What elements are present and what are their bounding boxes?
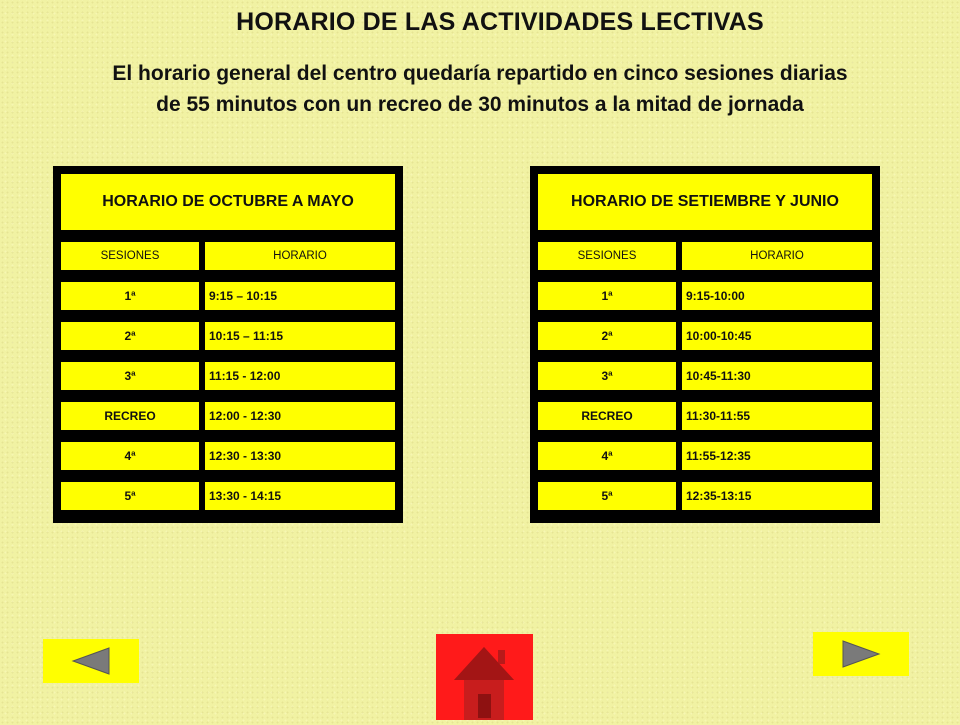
- column-header-time: HORARIO: [205, 242, 395, 270]
- session-cell: 5ª: [538, 482, 676, 510]
- session-cell: 1ª: [61, 282, 199, 310]
- time-cell: 12:30 - 13:30: [205, 442, 395, 470]
- table-row: [538, 442, 872, 470]
- schedule-october-may: [53, 166, 403, 523]
- table-row: [61, 322, 395, 350]
- session-cell: 4ª: [538, 442, 676, 470]
- arrow-left-icon: [69, 646, 113, 676]
- table-row: [61, 362, 395, 390]
- session-cell: 2ª: [538, 322, 676, 350]
- table-row: [538, 282, 872, 310]
- time-cell: 10:15 – 11:15: [205, 322, 395, 350]
- time-cell: 12:00 - 12:30: [205, 402, 395, 430]
- session-cell: RECREO: [61, 402, 199, 430]
- next-slide-button[interactable]: [813, 632, 909, 676]
- home-button[interactable]: [436, 634, 533, 720]
- session-cell: 3ª: [538, 362, 676, 390]
- time-cell: 9:15 – 10:15: [205, 282, 395, 310]
- arrow-right-icon: [839, 639, 883, 669]
- time-cell: 13:30 - 14:15: [205, 482, 395, 510]
- schedule-september-june: [530, 166, 880, 523]
- table-row: [61, 482, 395, 510]
- column-header-row: [538, 242, 872, 270]
- time-cell: 10:45-11:30: [682, 362, 872, 390]
- table-row: [538, 482, 872, 510]
- session-cell: 3ª: [61, 362, 199, 390]
- table-row: [61, 402, 395, 430]
- time-cell: 11:15 - 12:00: [205, 362, 395, 390]
- session-cell: 1ª: [538, 282, 676, 310]
- column-header-sessions: SESIONES: [538, 242, 676, 270]
- page-title: HORARIO DE LAS ACTIVIDADES LECTIVAS: [236, 8, 764, 36]
- intro-line-1: El horario general del centro quedaría repartido en cinco sesiones diarias: [112, 62, 848, 85]
- session-cell: 2ª: [61, 322, 199, 350]
- column-header-time: HORARIO: [682, 242, 872, 270]
- time-cell: 9:15-10:00: [682, 282, 872, 310]
- session-cell: 5ª: [61, 482, 199, 510]
- column-header-row: [61, 242, 395, 270]
- schedule-heading: HORARIO DE OCTUBRE A MAYO: [61, 174, 395, 230]
- schedule-heading: HORARIO DE SETIEMBRE Y JUNIO: [538, 174, 872, 230]
- table-row: [538, 322, 872, 350]
- time-cell: 11:55-12:35: [682, 442, 872, 470]
- table-row: [538, 402, 872, 430]
- table-row: [61, 442, 395, 470]
- time-cell: 11:30-11:55: [682, 402, 872, 430]
- table-row: [61, 282, 395, 310]
- table-row: [538, 362, 872, 390]
- column-header-sessions: SESIONES: [61, 242, 199, 270]
- intro-line-2: de 55 minutos con un recreo de 30 minutos a la mitad de jornada: [156, 93, 804, 116]
- time-cell: 10:00-10:45: [682, 322, 872, 350]
- previous-slide-button[interactable]: [43, 639, 139, 683]
- session-cell: 4ª: [61, 442, 199, 470]
- time-cell: 12:35-13:15: [682, 482, 872, 510]
- intro-text: [0, 58, 960, 120]
- session-cell: RECREO: [538, 402, 676, 430]
- house-icon: [436, 634, 533, 720]
